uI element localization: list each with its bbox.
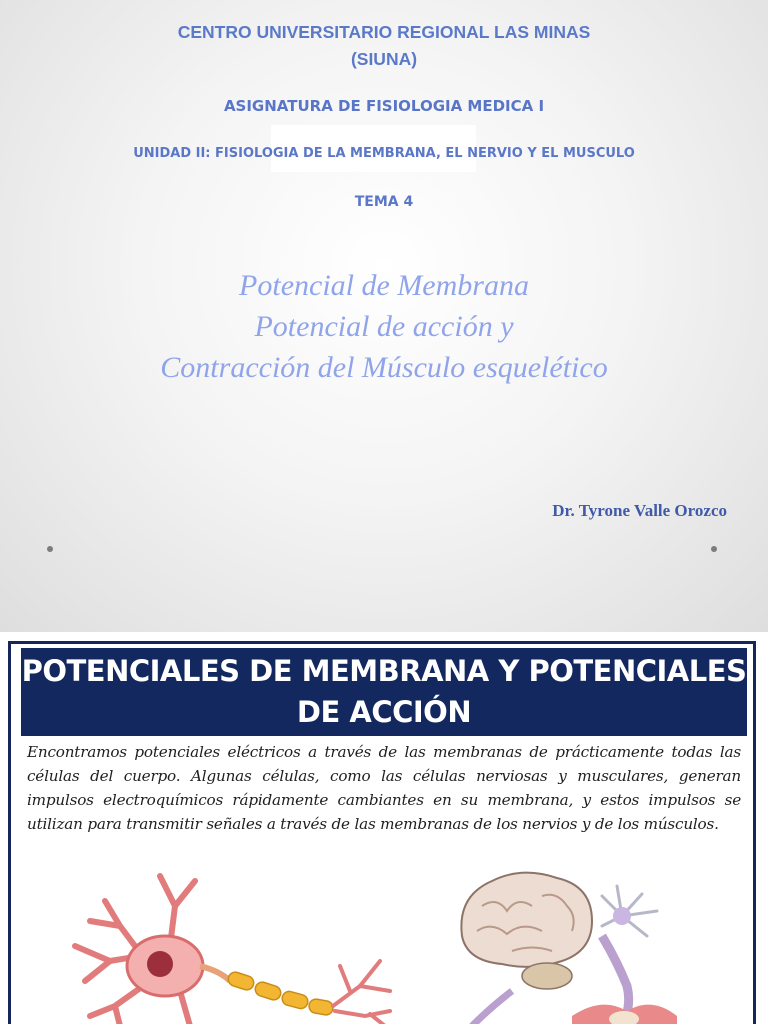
lecture-title-line1: Potencial de Membrana — [239, 269, 529, 302]
bullet-dot-right — [711, 546, 717, 552]
lecture-title-line3: Contracción del Músculo esquelético — [160, 351, 608, 384]
bullet-dot-left — [47, 546, 53, 552]
institution-name: CENTRO UNIVERSITARIO REGIONAL LAS MINAS — [177, 22, 591, 42]
author-name: Dr. Tyrone Valle Orozco — [552, 501, 727, 520]
section-banner — [21, 648, 747, 736]
neuron-illustration — [60, 866, 400, 1024]
unit-title: UNIDAD II: FISIOLOGIA DE LA MEMBRANA, EL NERVIO Y EL MUSCULO — [133, 146, 635, 161]
banner-title-line1: POTENCIALES DE MEMBRANA Y POTENCIALES — [21, 654, 747, 688]
content-slide — [0, 638, 768, 1024]
subject-title: ASIGNATURA DE FISIOLOGIA MEDICA I — [223, 97, 545, 115]
brain-spinal-cord-illustration — [452, 866, 682, 1024]
institution-abbr: (SIUNA) — [350, 49, 418, 69]
topic-number: TEMA 4 — [354, 194, 414, 210]
intro-paragraph: Encontramos potenciales eléctricos a través de las membranas de prácticamente todas las células del cuerpo. Algunas células, como las células nerviosas y musculares, generan impulsos electroquímicos rápidamente cambiantes en su membrana, y estos impulsos se utilizan para transmitir señales a través de las membranas de los nervios y de los músculos. — [27, 743, 741, 833]
banner-title-line2: DE ACCIÓN — [296, 695, 472, 729]
lecture-title-line2: Potencial de acción y — [254, 310, 514, 343]
